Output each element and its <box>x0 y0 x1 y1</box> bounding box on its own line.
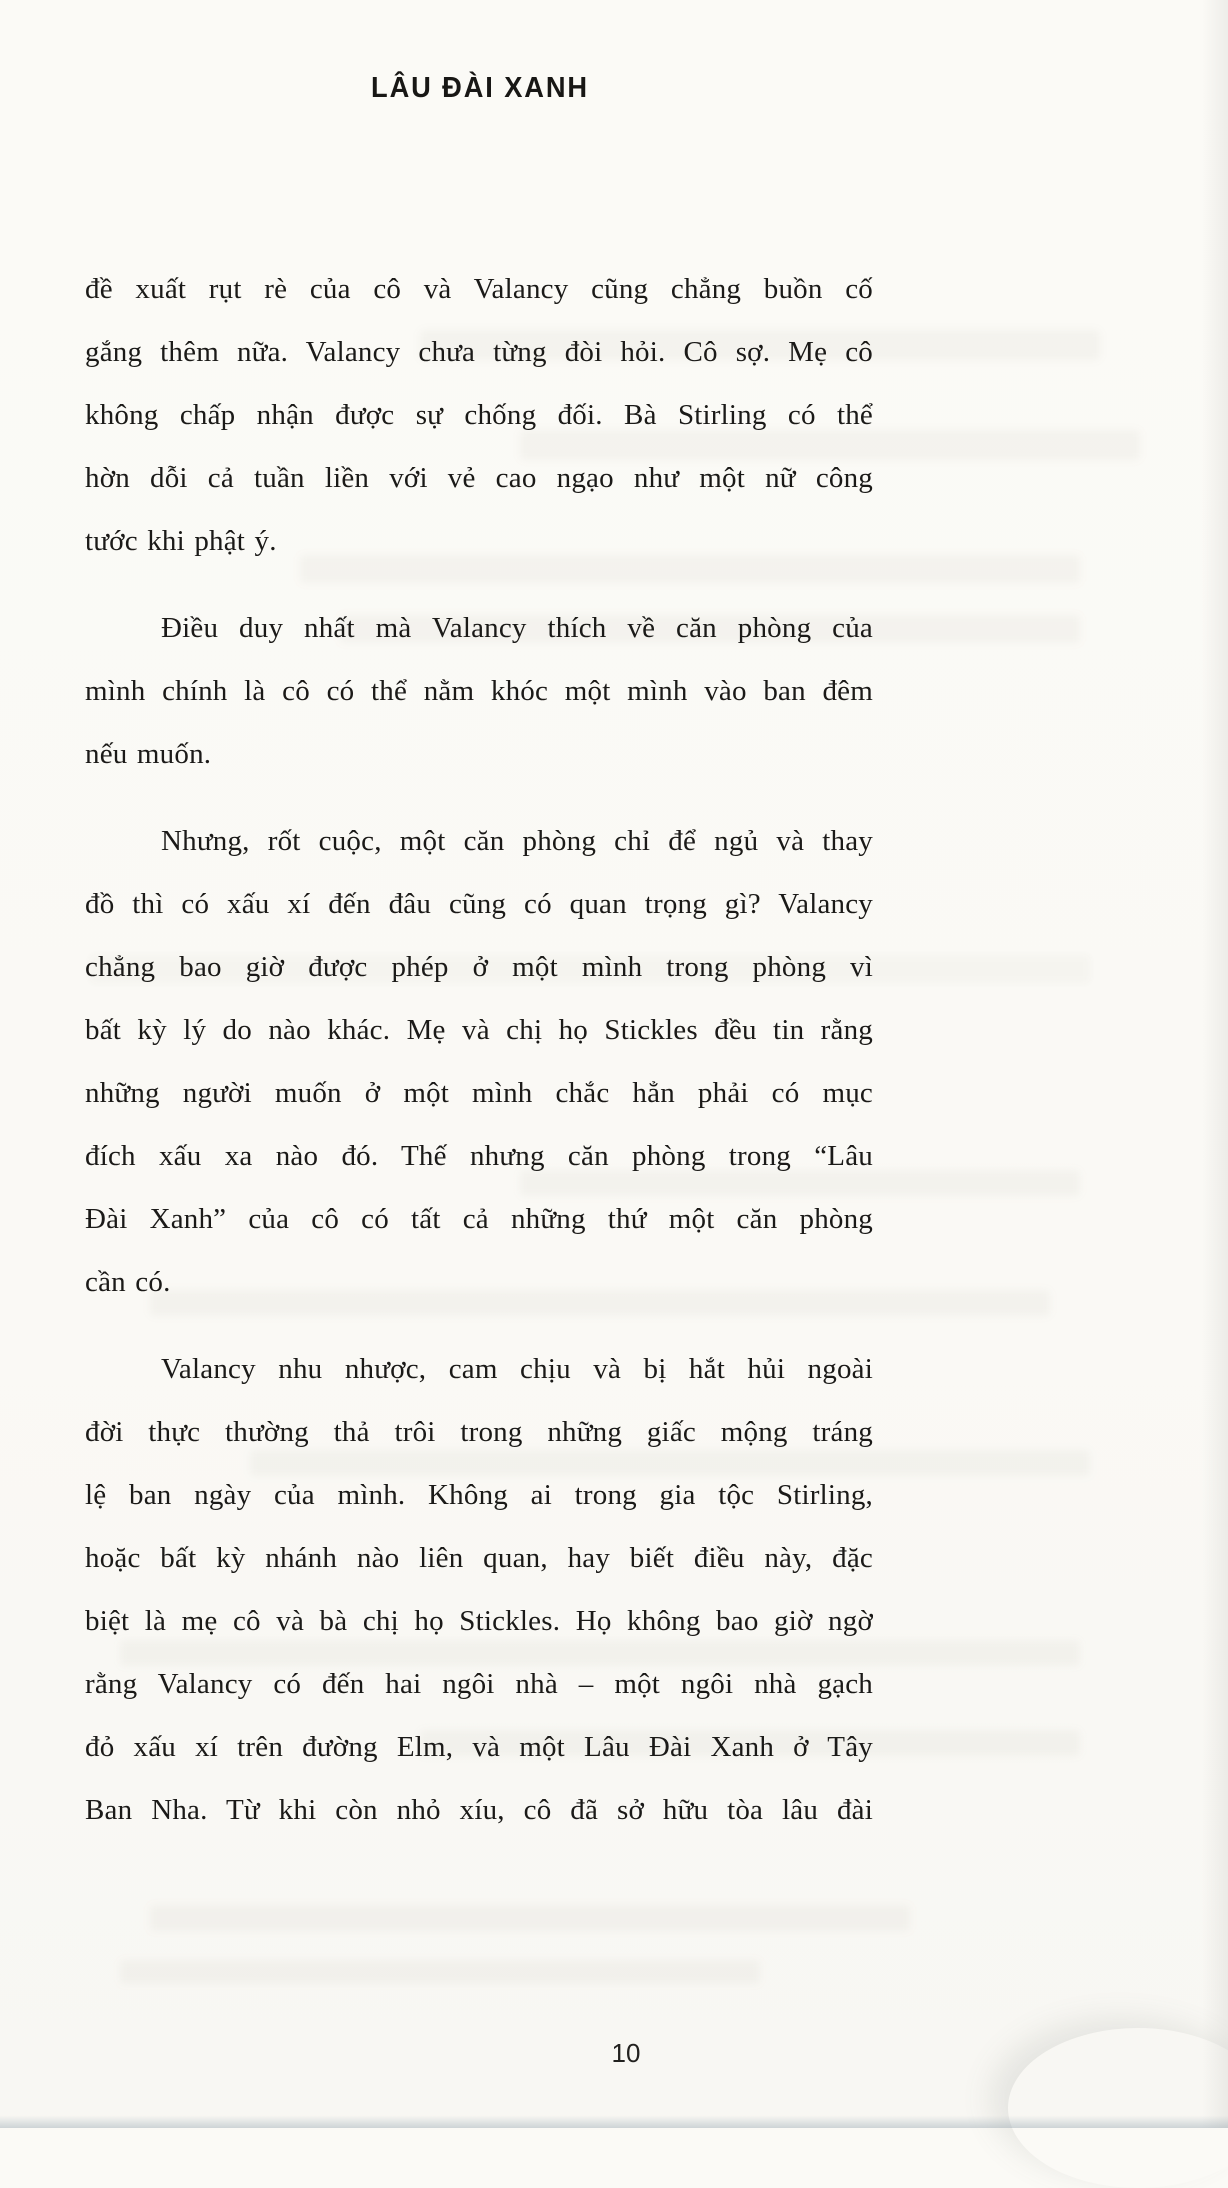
text-line: không chấp nhận được sự chống đối. Bà Stirling có thể <box>85 399 873 431</box>
scan-edge-shading <box>1202 0 1228 2128</box>
text-line: Ban Nha. Từ khi còn nhỏ xíu, cô đã sở hữu tòa lâu đài <box>85 1794 873 1826</box>
text-line: đồ thì có xấu xí đến đâu cũng có quan trọng gì? Valancy <box>85 888 873 920</box>
page-number: 10 <box>611 2038 641 2068</box>
text-line: biệt là mẹ cô và bà chị họ Stickles. Họ không bao giờ ngờ <box>85 1605 873 1637</box>
paragraph <box>85 258 873 573</box>
text-line: Valancy nhu nhược, cam chịu và bị hắt hủi ngoài <box>161 1353 873 1385</box>
text-line: tước khi phật ý. <box>85 525 277 557</box>
scan-corner-shadow <box>1008 2028 1228 2188</box>
scan-bleed-artifact <box>120 1960 760 1984</box>
paragraph <box>85 810 873 1314</box>
paragraph <box>85 597 873 786</box>
text-line: đích xấu xa nào đó. Thế nhưng căn phòng trong “Lâu <box>85 1140 873 1172</box>
scan-bleed-artifact <box>150 1905 910 1931</box>
page-text-block <box>85 258 873 1866</box>
text-line: nếu muốn. <box>85 738 212 770</box>
text-line: bất kỳ lý do nào khác. Mẹ và chị họ Stickles đều tin rằng <box>85 1014 873 1046</box>
text-line: hờn dỗi cả tuần liền với vẻ cao ngạo như một nữ công <box>85 462 873 494</box>
text-line: hoặc bất kỳ nhánh nào liên quan, hay biết điều này, đặc <box>85 1542 873 1574</box>
text-line: gắng thêm nữa. Valancy chưa từng đòi hỏi. Cô sợ. Mẹ cô <box>85 336 873 368</box>
running-header-book-title: LÂU ĐÀI XANH <box>371 72 589 104</box>
text-line: rằng Valancy có đến hai ngôi nhà – một ngôi nhà gạch <box>85 1668 873 1700</box>
text-line: những người muốn ở một mình chắc hẳn phải có mục <box>85 1077 873 1109</box>
text-line: lệ ban ngày của mình. Không ai trong gia tộc Stirling, <box>85 1479 873 1511</box>
text-line: cần có. <box>85 1266 171 1298</box>
text-line: Đài Xanh” của cô có tất cả những thứ một căn phòng <box>85 1203 873 1235</box>
scan-bottom-edge <box>0 2114 1228 2128</box>
text-line: Điều duy nhất mà Valancy thích về căn phòng của <box>161 612 873 644</box>
text-line: đời thực thường thả trôi trong những giấc mộng tráng <box>85 1416 873 1448</box>
text-line: chẳng bao giờ được phép ở một mình trong phòng vì <box>85 951 873 983</box>
paragraph <box>85 1338 873 1842</box>
text-line: Nhưng, rốt cuộc, một căn phòng chỉ để ngủ và thay <box>161 825 873 857</box>
text-line: đỏ xấu xí trên đường Elm, và một Lâu Đài Xanh ở Tây <box>85 1731 873 1763</box>
text-line: mình chính là cô có thể nằm khóc một mình vào ban đêm <box>85 675 873 707</box>
text-line: đề xuất rụt rè của cô và Valancy cũng chẳng buồn cố <box>85 273 873 305</box>
